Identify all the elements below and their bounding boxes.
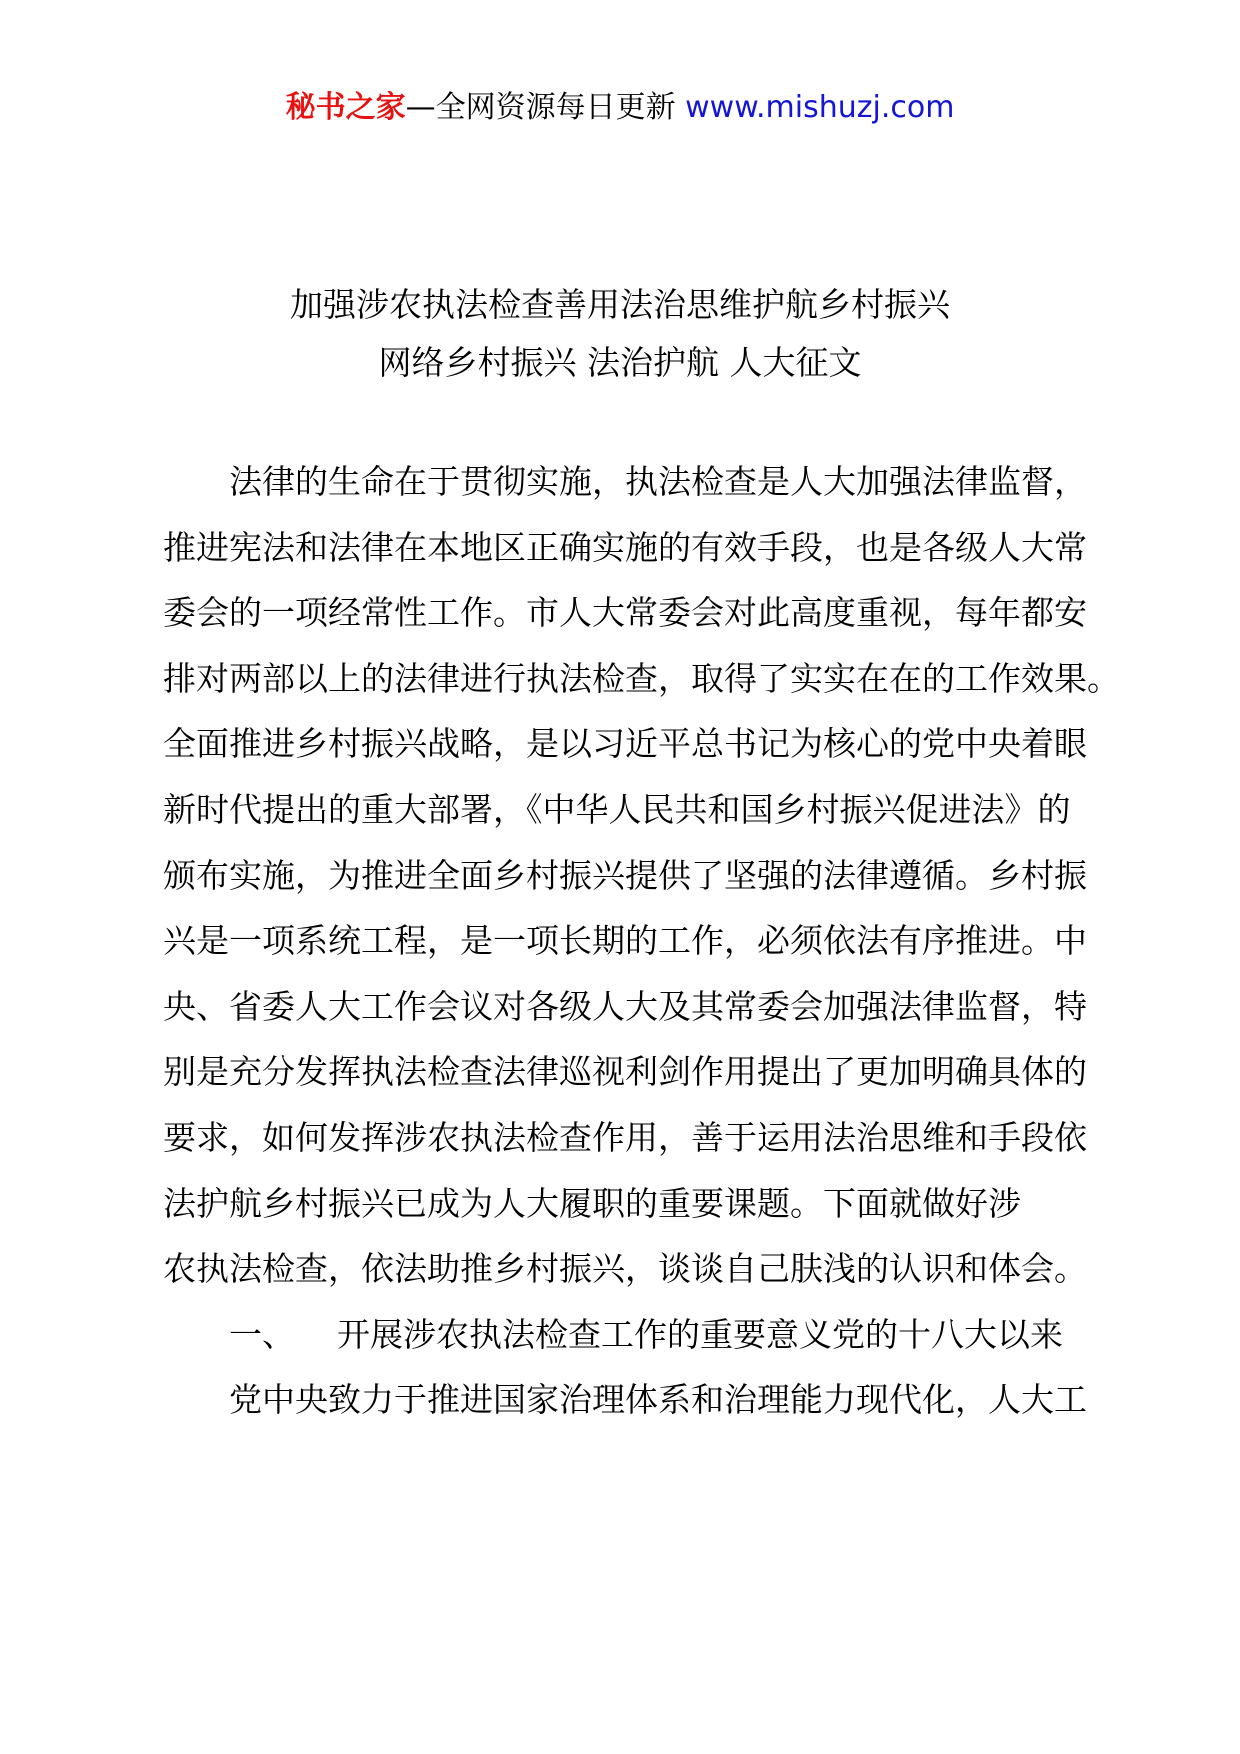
site-tagline: —全网资源每日更新 [405,90,686,125]
body-line: 排对两部以上的法律进行执法检查，取得了实实在在的工作效果。 [163,658,1120,698]
site-url-link[interactable]: www.mishuzj.com [685,90,955,125]
body-line: 新时代提出的重大部署，《中华人民共和国乡村振兴促进法》的 [163,789,1071,829]
body-line: 别是充分发挥执法检查法律巡视利剑作用提出了更加明确具体的 [163,1052,1087,1092]
section-heading [163,1302,1123,1368]
section-heading-text: 开展涉农执法检查工作的重要意义党的十八大以来 [337,1314,1063,1354]
body-line: 党中央致力于推进国家治理体系和治理能力现代化，人大工 [229,1380,1087,1420]
body-line: 颁布实施，为推进全面乡村振兴提供了坚强的法律遵循。乡村振 [163,855,1087,895]
site-header [0,88,1240,128]
document-title [0,276,1240,392]
body-line: 推进宪法和法律在本地区正确实施的有效手段，也是各级人大常 [163,527,1087,567]
section-number: 一、 [229,1314,295,1354]
body-line: 全面推进乡村振兴战略，是以习近平总书记为核心的党中央着眼 [163,724,1087,764]
body-line: 委会的一项经常性工作。市人大常委会对此高度重视，每年都安 [163,593,1087,633]
title-line-2: 网络乡村振兴 法治护航 人大征文 [378,343,862,382]
body-line: 兴是一项系统工程，是一项长期的工作，必须依法有序推进。中 [163,921,1087,961]
site-brand: 秘书之家 [285,90,406,125]
document-body [163,449,1123,1433]
body-line: 法护航乡村振兴已成为人大履职的重要课题。下面就做好涉 [163,1183,1021,1223]
body-line: 农执法检查，依法助推乡村振兴，谈谈自己肤浅的认识和体会。 [163,1249,1087,1289]
body-line: 央、省委人大工作会议对各级人大及其常委会加强法律监督，特 [163,986,1087,1026]
body-line: 法律的生命在于贯彻实施，执法检查是人大加强法律监督， [229,462,1087,501]
title-line-1: 加强涉农执法检查善用法治思维护航乡村振兴 [290,285,950,324]
body-line: 要求，如何发挥涉农执法检查作用，善于运用法治思维和手段依 [163,1117,1087,1157]
